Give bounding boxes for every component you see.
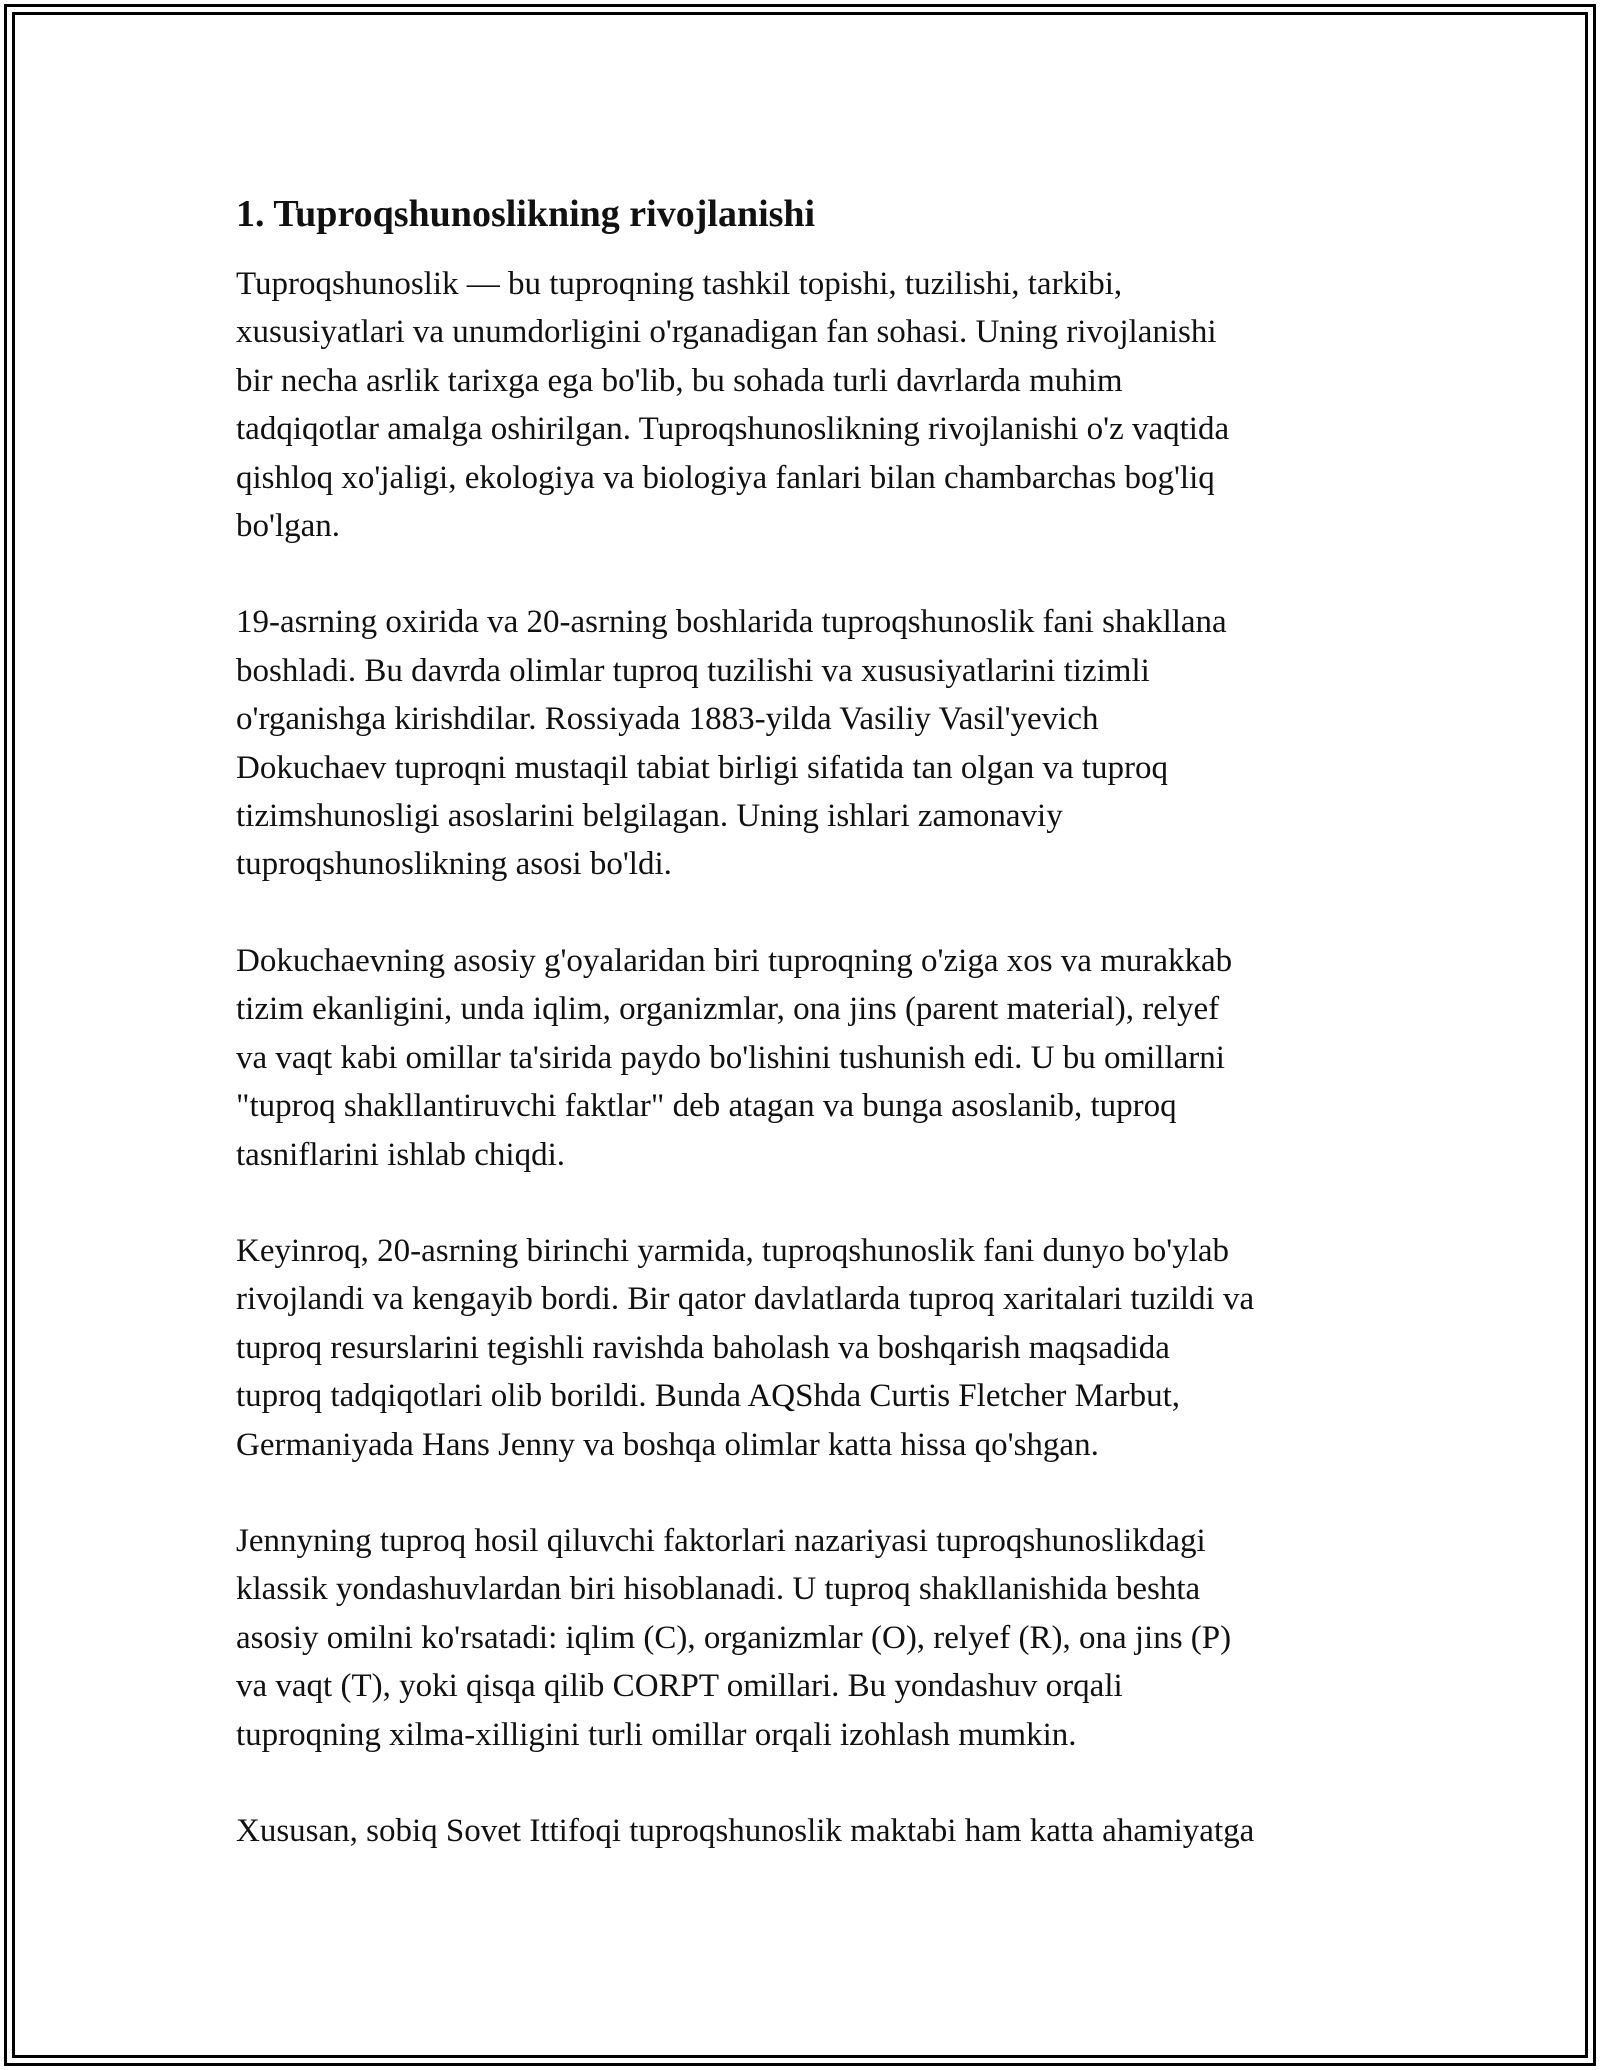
paragraph-line: Dokuchaevning asosiy g'oyalaridan biri tuproqning o'ziga xos va murakkab <box>236 942 1233 979</box>
paragraph-container <box>236 260 1386 1855</box>
paragraph <box>236 260 1386 550</box>
paragraph-line: boshladi. Bu davrda olimlar tuproq tuzilishi va xususiyatlarini tizimli <box>236 652 1150 689</box>
paragraph-line: qishloq xo'jaligi, ekologiya va biologiya fanlari bilan chambarchas bog'liq <box>236 459 1215 496</box>
paragraph-line: tuproq tadqiqotlari olib borildi. Bunda AQShda Curtis Fletcher Marbut, <box>236 1378 1181 1415</box>
paragraph-line: Keyinroq, 20-asrning birinchi yarmida, tuproqshunoslik fani dunyo bo'ylab <box>236 1232 1230 1269</box>
paragraph-line: Tuproqshunoslik — bu tuproqning tashkil topishi, tuzilishi, tarkibi, <box>236 266 1123 302</box>
paragraph-line: tizim ekanligini, unda iqlim, organizmlar, ona jins (parent material), relyef <box>236 991 1220 1028</box>
paragraph-line: Germaniyada Hans Jenny va boshqa olimlar katta hissa qo'shgan. <box>236 1426 1099 1463</box>
paragraph-line: va vaqt kabi omillar ta'sirida paydo bo'lishini tushunish edi. U bu omillarni <box>236 1039 1225 1076</box>
paragraph-line: tuproq resurslarini tegishli ravishda baholash va boshqarish maqsadida <box>236 1329 1170 1366</box>
paragraph-line: tuproqning xilma-xilligini turli omillar orqali izohlash mumkin. <box>236 1716 1077 1753</box>
paragraph-line: bir necha asrlik tarixga ega bo'lib, bu sohada turli davrlarda muhim <box>236 362 1123 399</box>
paragraph-line: tasniflarini ishlab chiqdi. <box>236 1136 566 1173</box>
paragraph-line: tadqiqotlar amalga oshirilgan. Tuproqshunoslikning rivojlanishi o'z vaqtida <box>236 411 1230 448</box>
paragraph <box>236 937 1386 1179</box>
paragraph <box>236 1807 1386 1855</box>
paragraph-line: bo'lgan. <box>236 508 341 545</box>
paragraph-line: rivojlandi va kengayib bordi. Bir qator davlatlarda tuproq xaritalari tuzildi va <box>236 1281 1255 1318</box>
paragraph <box>236 598 1386 888</box>
paragraph <box>236 1227 1386 1469</box>
paragraph-line: 19-asrning oxirida va 20-asrning boshlarida tuproqshunoslik fani shakllana <box>236 604 1227 641</box>
paragraph-line: va vaqt (T), yoki qisqa qilib CORPT omillari. Bu yondashuv orqali <box>236 1668 1123 1705</box>
paragraph-line: tuproqshunoslikning asosi bo'ldi. <box>236 846 672 883</box>
paragraph-line: klassik yondashuvlardan biri hisoblanadi. U tuproq shakllanishida beshta <box>236 1571 1201 1608</box>
paragraph-line: tizimshunosligi asoslarini belgilagan. Uning ishlari zamonaviy <box>236 798 1063 835</box>
paragraph <box>236 1517 1386 1759</box>
paragraph-line: o'rganishga kirishdilar. Rossiyada 1883-yilda Vasiliy Vasil'yevich <box>236 701 1099 738</box>
paragraph-line: Xususan, sobiq Sovet Ittifoqi tuproqshunoslik maktabi ham katta ahamiyatga <box>236 1812 1255 1849</box>
paragraph-line: asosiy omilni ko'rsatadi: iqlim (C), organizmlar (O), relyef (R), ona jins (P) <box>236 1619 1232 1656</box>
paragraph-line: xususiyatlari va unumdorligini o'rganadigan fan sohasi. Uning rivojlanishi <box>236 314 1217 351</box>
document-body <box>236 188 1386 1903</box>
section-heading: 1. Tuproqshunoslikning rivojlanishi <box>236 193 816 235</box>
paragraph-line: Jennyning tuproq hosil qiluvchi faktorlari nazariyasi tuproqshunoslikdagi <box>236 1522 1206 1559</box>
paragraph-line: Dokuchaev tuproqni mustaqil tabiat birligi sifatida tan olgan va tuproq <box>236 749 1169 786</box>
paragraph-line: "tuproq shakllantiruvchi faktlar" deb atagan va bunga asoslanib, tuproq <box>236 1088 1177 1125</box>
